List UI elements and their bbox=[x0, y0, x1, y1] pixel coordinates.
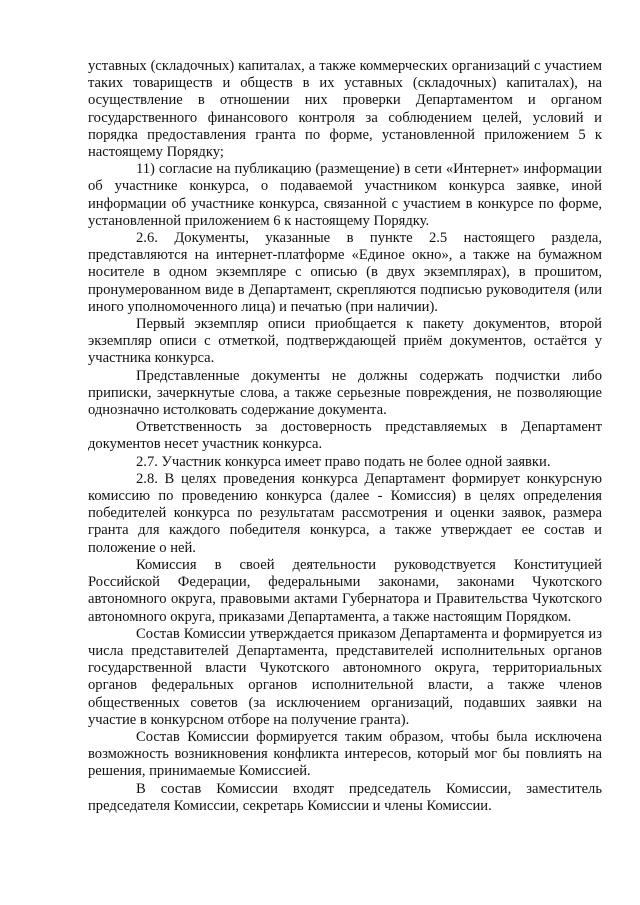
paragraph-2-8-commission: 2.8. В целях проведения конкурса Департамент формирует конкурсную комиссию по проведению конкурса (далее - Комиссия) в целях определения победителей конкурса по результатам рассмотрения и оценки заявок, размера гранта для каждого победителя конкурса, а также утверждает ее состав и положение о ней. bbox=[88, 470, 602, 556]
paragraph-conflict-of-interest: Состав Комиссии формируется таким образом, чтобы была исключена возможность возникновения конфликта интересов, который мог бы повлиять на решения, принимаемые Комиссией. bbox=[88, 728, 602, 780]
paragraph-commission-guidance: Комиссия в своей деятельности руководствуется Конституцией Российской Федерации, федеральными законами, законами Чукотского автономного округа, правовыми актами Губернатора и Правительства Чукотского автономного округа, приказами Департамента, а также настоящим Порядком. bbox=[88, 556, 602, 625]
paragraph-2-6-documents: 2.6. Документы, указанные в пункте 2.5 настоящего раздела, представляются на интернет-платформе «Единое окно», а также на бумажном носителе в одном экземпляре с описью (в двух экземплярах), в прошитом, пронумерованном виде в Департамент, скрепляются подписью руководителя (или иного уполномоченного лица) и печатью (при наличии). bbox=[88, 230, 602, 315]
paragraph-item-11-publication-consent: 11) согласие на публикацию (размещение) в сети «Интернет» информации об участнике конкурса, о подаваемой участником конкурса заявке, иной информации об участнике конкурса, связанной с участием в конкурсе по форме, установленной приложением 6 к настоящему Порядку. bbox=[88, 161, 602, 229]
paragraph-commission-members: В состав Комиссии входят председатель Комиссии, заместитель председателя Комиссии, секретарь Комиссии и члены Комиссии. bbox=[88, 780, 602, 814]
paragraph-consent-verification: уставных (складочных) капиталах, а также коммерческих организаций с участием таких товариществ и обществ в их уставных (складочных) капиталах), на осуществление в отношении них проверки Департаментом и органом государственного финансового контроля за соблюдением целей, условий и порядка предоставления гранта по форме, установленной приложением 5 к настоящему Порядку; bbox=[88, 58, 602, 161]
paragraph-inventory-copy: Первый экземпляр описи приобщается к пакету документов, второй экземпляр описи с отметкой, подтверждающей приём документов, остаётся у участника конкурса. bbox=[88, 316, 602, 367]
paragraph-commission-composition: Состав Комиссии утверждается приказом Департамента и формируется из числа представителей Департамента, представителей исполнительных органов государственной власти Чукотского автономного округа, территориальных органов федеральных органов исполнительной власти, а также членов общественных советов (за исключением организаций, подавших заявки на участие в конкурсном отборе на получение гранта). bbox=[88, 625, 602, 728]
paragraph-responsibility: Ответственность за достоверность представляемых в Департамент документов несет участник конкурса. bbox=[88, 419, 602, 453]
paragraph-no-erasures: Представленные документы не должны содержать подчистки либо приписки, зачеркнутые слова, а также серьезные повреждения, не позволяющие однозначно истолковать содержание документа. bbox=[88, 367, 602, 419]
paragraph-2-7-one-application: 2.7. Участник конкурса имеет право подать не более одной заявки. bbox=[136, 453, 551, 470]
document-page bbox=[88, 58, 602, 815]
